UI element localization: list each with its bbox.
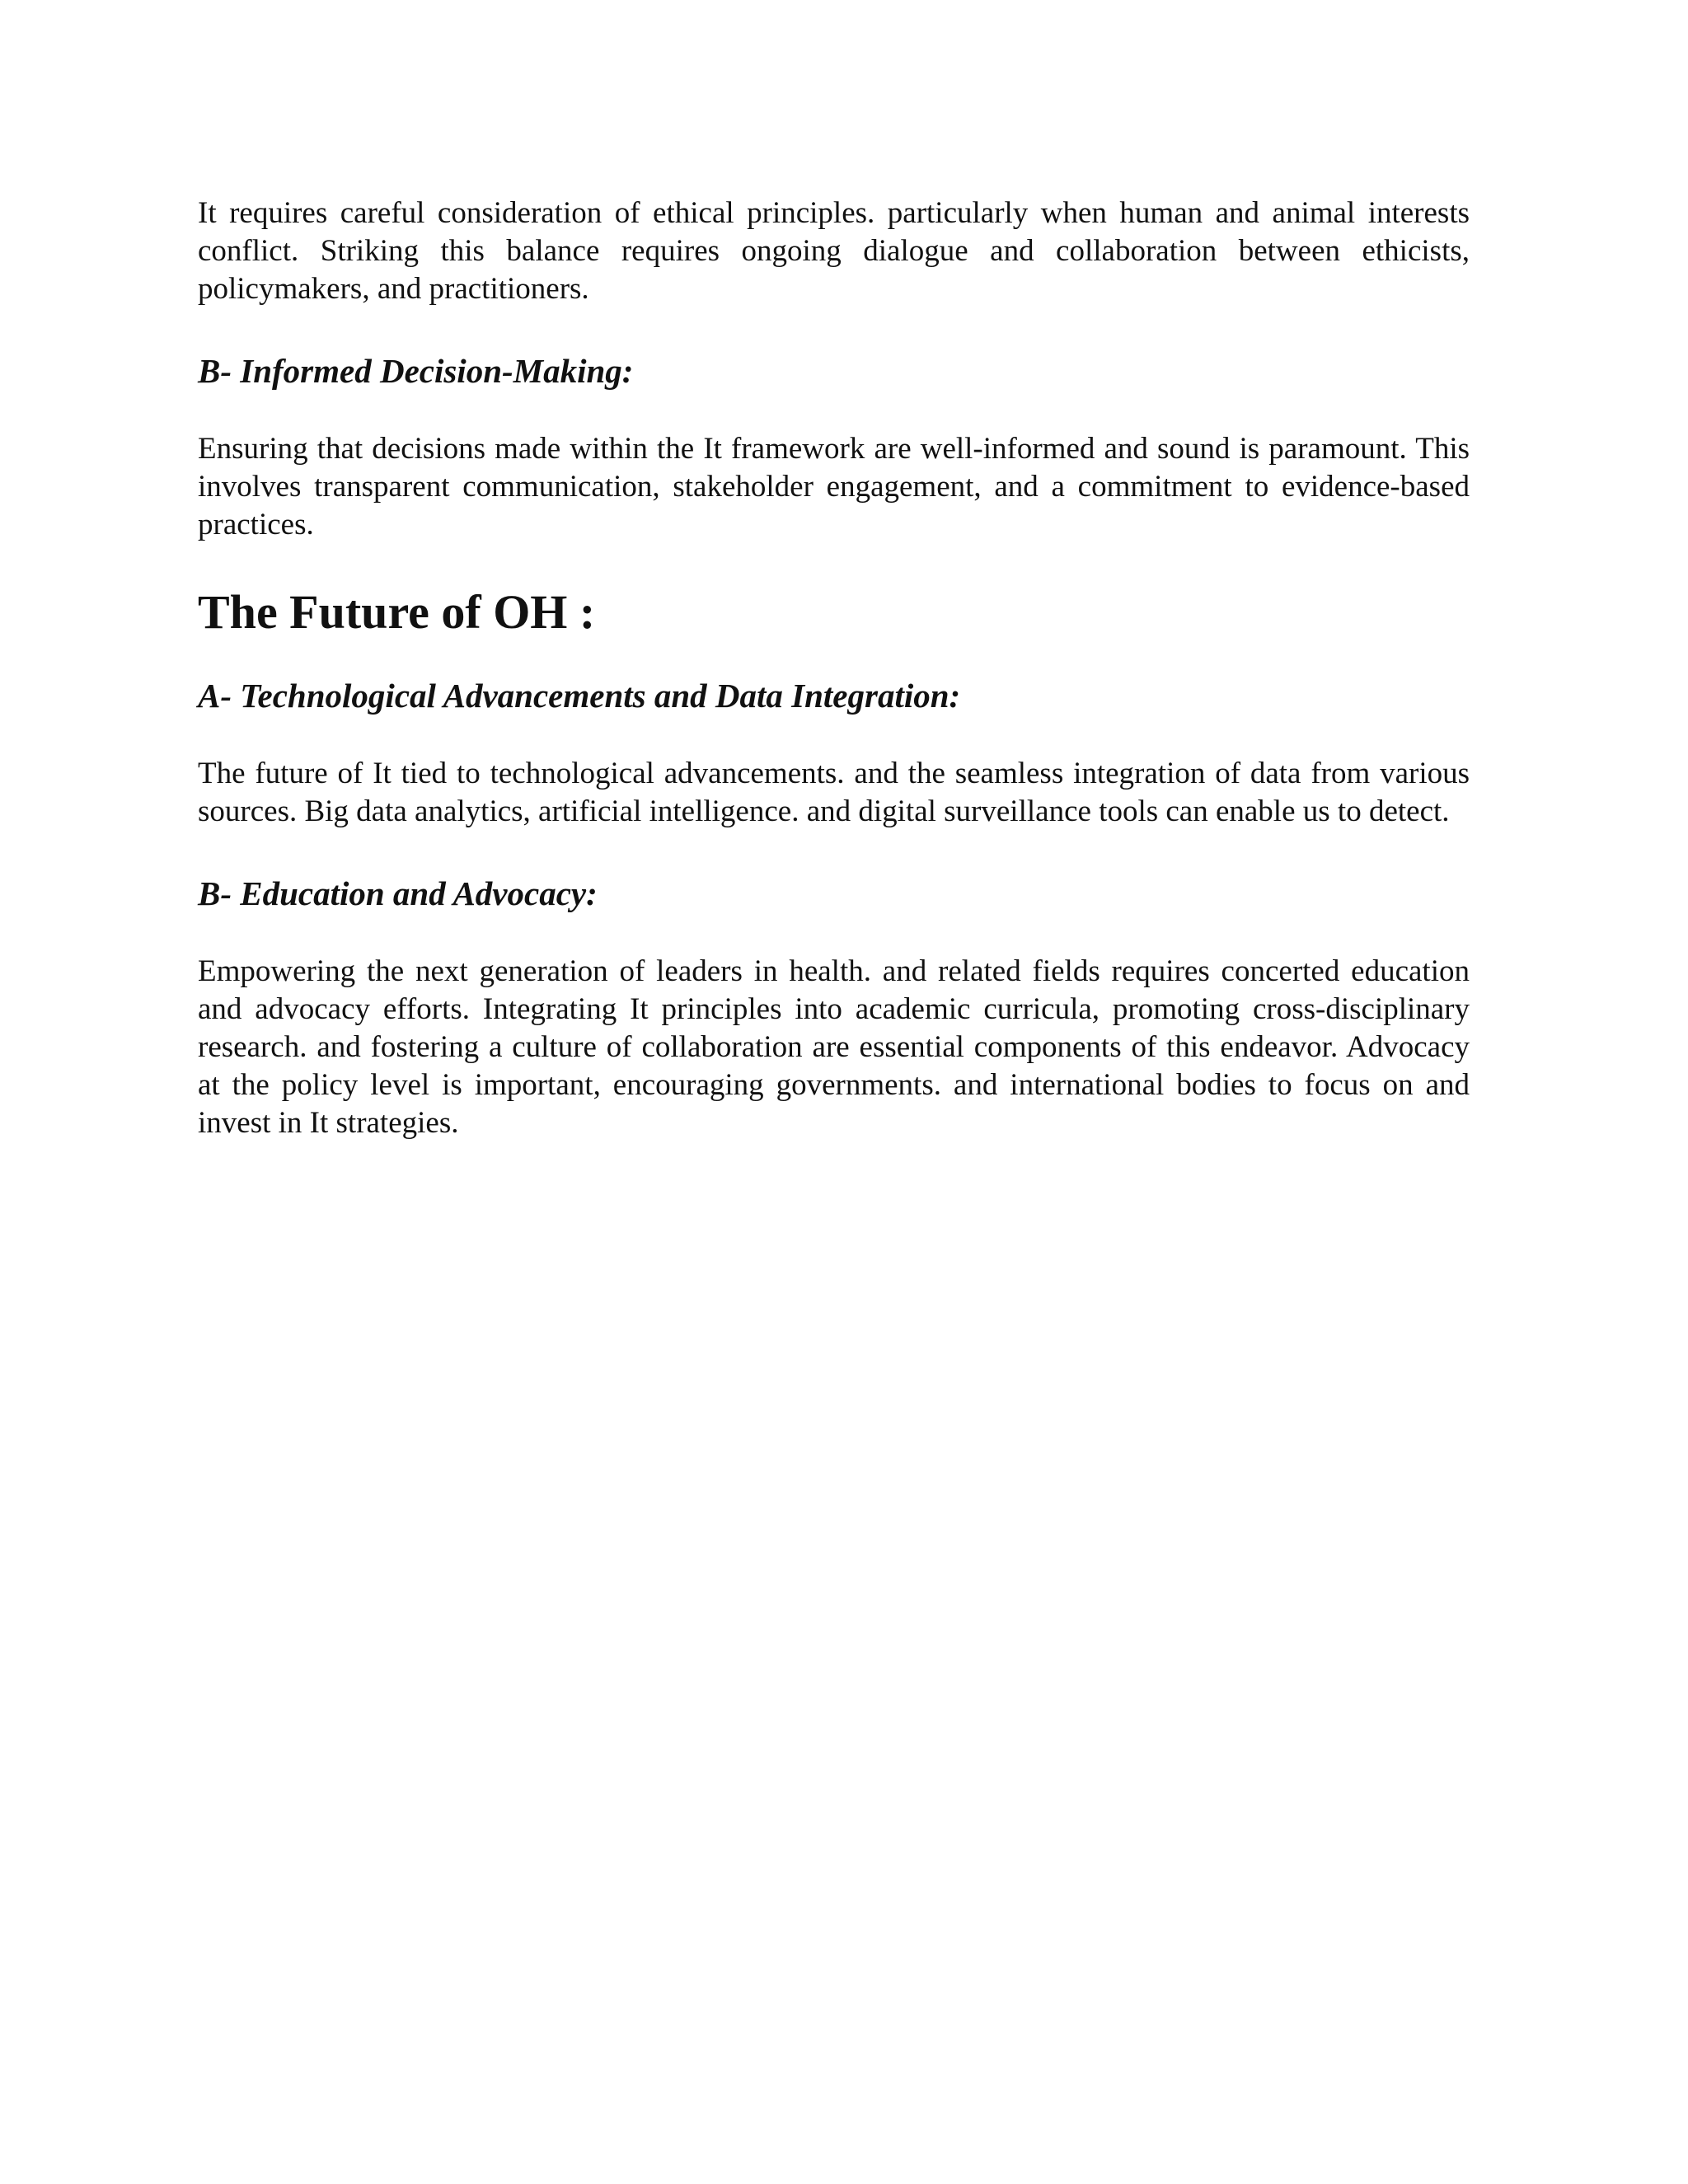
education-advocacy-heading: B- Education and Advocacy: xyxy=(198,874,598,912)
informed-decision-paragraph: Ensuring that decisions made within the It framework are well-informed and sound is paramount. This involves transparent communication, stakeholder engagement, and a commitment to evidence-based practices. xyxy=(198,432,1470,541)
technology-paragraph: The future of It tied to technological advancements. and the seamless integration of data from various sources. Big data analytics, artificial intelligence. and digital surveillance tools can enable us to detect. xyxy=(198,757,1470,828)
document-body xyxy=(198,194,1470,1142)
technological-advancements-heading: A- Technological Advancements and Data Integration: xyxy=(198,677,961,715)
ethics-balance-paragraph: It requires careful consideration of ethical principles. particularly when human and animal interests conflict. Striking this balance requires ongoing dialogue and collaboration between ethicists, policymakers, and practitioners. xyxy=(198,196,1470,306)
education-advocacy-paragraph: Empowering the next generation of leaders in health. and related fields requires concerted education and advocacy efforts. Integrating It principles into academic curricula, promoting cross-disciplinary research. and fostering a culture of collaboration are essential components of this endeavor. Advocacy at the policy level is important, encouraging governments. and international bodies to focus on and invest in It strategies. xyxy=(198,954,1470,1140)
informed-decision-making-heading: B- Informed Decision-Making: xyxy=(198,352,634,390)
future-of-oh-heading: The Future of OH : xyxy=(198,585,596,639)
